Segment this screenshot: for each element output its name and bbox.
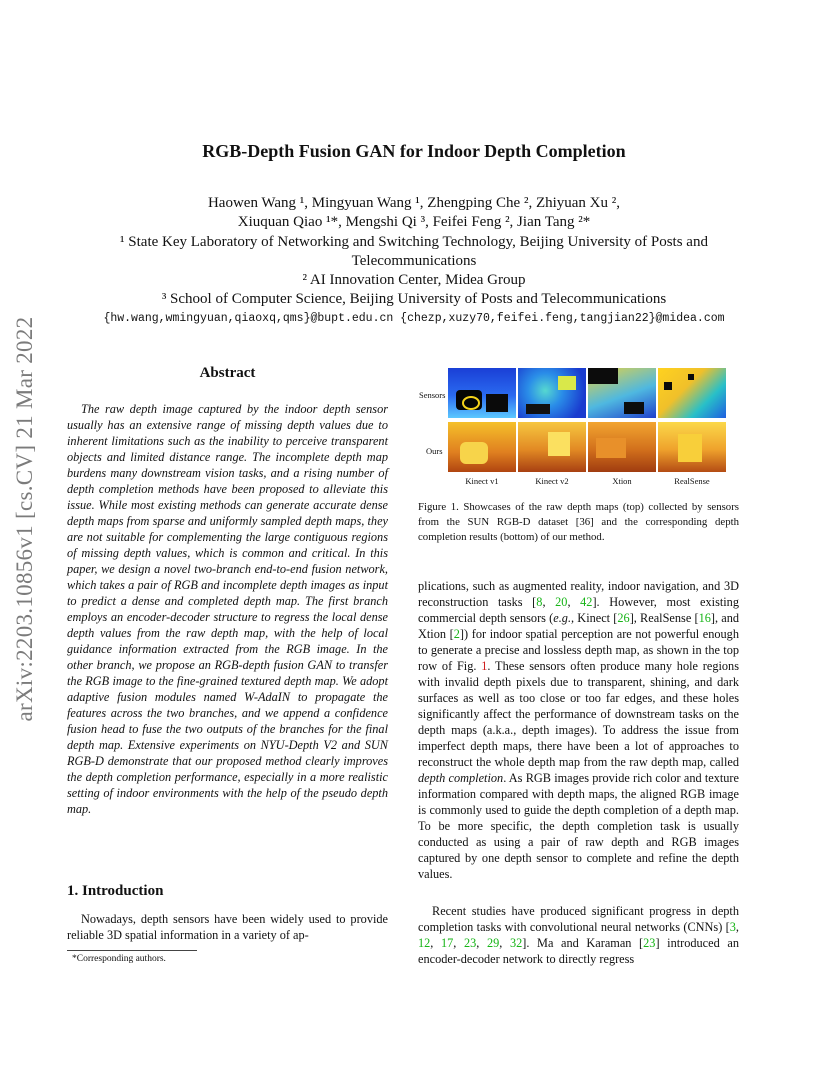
- abstract-heading: Abstract: [199, 365, 256, 381]
- figure-1-ref[interactable]: 1: [481, 659, 488, 673]
- citation-12[interactable]: 12: [418, 936, 431, 950]
- citation-32[interactable]: 32: [509, 936, 523, 950]
- affiliation-3: ³ School of Computer Science, Beijing University of Posts and Telecommunications: [161, 291, 667, 307]
- completed-depth-xtion: [588, 422, 656, 472]
- column-label-realsense: RealSense: [674, 476, 710, 486]
- introduction-paragraph-2: Recent studies have produced significant progress in depth completion tasks with convolutional neural networks (CNNs) [3, 12, 17, 23, 29, 32]. Ma and Karaman [23] introduced an encoder-decoder network to directly regress: [418, 904, 739, 966]
- citation-16[interactable]: 16: [698, 611, 711, 625]
- author-emails: {hw.wang,wmingyuan,qiaoxq,qms}@bupt.edu.cn {chezp,xuzy70,feifei.feng,tangjian22}@midea.com: [103, 312, 725, 325]
- figure-1: [418, 366, 740, 486]
- citation-29[interactable]: 29: [486, 936, 500, 950]
- citation-23[interactable]: 23: [463, 936, 477, 950]
- column-label-kinect-v1: Kinect v1: [465, 476, 499, 486]
- arxiv-stamp: arXiv:2203.10856v1 [cs.CV] 21 Mar 2022: [12, 316, 37, 722]
- completed-depth-realsense: [658, 422, 726, 472]
- citation-2[interactable]: 2: [453, 627, 460, 641]
- figure-1-caption: Figure 1. Showcases of the raw depth maps (top) collected by sensors from the SUN RGB-D dataset [36] and the corresponding depth completion results (bottom) of our method.: [418, 501, 739, 543]
- affiliation-1-line-1: ¹ State Key Laboratory of Networking and Switching Technology, Beijing University of Posts and: [120, 234, 708, 250]
- row-label-ours: Ours: [426, 446, 443, 456]
- citation-20[interactable]: 20: [555, 595, 568, 609]
- citation-42[interactable]: 42: [580, 595, 593, 609]
- sensor-depth-kinect-v1: [448, 368, 516, 418]
- citation-23-b[interactable]: 23: [643, 936, 656, 950]
- authors-line-2: Xiuquan Qiao ¹*, Mengshi Qi ³, Feifei Feng ², Jian Tang ²*: [237, 214, 591, 230]
- footnote-rule: [67, 950, 197, 951]
- abstract-text: The raw depth image captured by the indoor depth sensor usually has an extensive range of missing depth values due to inherent limitations such as the inability to perceive transparent objects and limited distance range. The incomplete depth map burdens many downstream vision tasks, and a rising number of depth completion methods have been proposed to alleviate this issue. While most existing methods can generate accurate dense depth maps from sparse and uniformly sampled depth maps, they are not suitable for complementing the large contiguous regions of missing depth values, which is common and critical. In this paper, we design a novel two-branch end-to-end fusion network, which takes a pair of RGB and incomplete depth images as input to predict a dense and completed depth map. The first branch employs an encoder-decoder structure to regress the local dense depth values from the raw depth map, with the help of local guidance information extracted from the RGB image. In the other branch, we propose an RGB-depth fusion GAN to transfer the RGB image to the fine-grained textured depth map. We adopt adaptive fusion modules named W-AdaIN to propagate the features across the two branches, and we append a confidence fusion head to fuse the two outputs of the branches for the final depth map. Extensive experiments on NYU-Depth V2 and SUN RGB-D demonstrate that our proposed method clearly improves the depth completion performance, especially in a more realistic setting of indoor environments with the help of the pseudo depth map.: [67, 402, 388, 816]
- authors-line-1: Haowen Wang ¹, Mingyuan Wang ¹, Zhengping Che ², Zhiyuan Xu ²,: [207, 195, 621, 211]
- footnote: *Corresponding authors.: [72, 954, 166, 964]
- introduction-heading: 1. Introduction: [67, 883, 164, 899]
- sensor-depth-xtion: [588, 368, 656, 418]
- citation-17[interactable]: 17: [440, 936, 454, 950]
- introduction-paragraph: Nowadays, depth sensors have been widely used to provide reliable 3D spatial information in a variety of ap-: [67, 912, 388, 942]
- paper-title: RGB-Depth Fusion GAN for Indoor Depth Completion: [202, 141, 626, 161]
- sensor-depth-kinect-v2: [518, 368, 586, 418]
- column-label-kinect-v2: Kinect v2: [535, 476, 569, 486]
- affiliation-1-line-2: Telecommunications: [351, 253, 477, 269]
- completed-depth-kinect-v1: [448, 422, 516, 472]
- row-label-sensors: Sensors: [419, 390, 446, 400]
- sensor-depth-realsense: [658, 368, 726, 418]
- completed-depth-kinect-v2: [518, 422, 586, 472]
- citation-3[interactable]: 3: [729, 920, 736, 934]
- introduction-continued-paragraph: plications, such as augmented reality, indoor navigation, and 3D reconstruction tasks [8, 20, 42]. However, most existing commercial depth sensors (e.g., Kinect [26], RealSense [16], and Xtion [2]) for indoor spatial perception are not powerful enough to generate a precise and lossless depth map, as shown in the top row of Fig. 1. These sensors often produce many hole regions with invalid depth pixels due to transparent, shining, and dark surfaces as well as too close or too far edges, and these holes significantly affect the performance of downstream tasks on the depth maps (a.k.a., depth images). To address the issue from imperfect depth maps, there have been a lot of approaches to reconstruct the whole depth map from the raw depth map, called depth completion. As RGB images provide rich color and texture information compared with depth maps, the aligned RGB image is commonly used to guide the depth completion of a depth map. To be more specific, the depth completion task is usually conducted as using a pair of raw depth and RGB images captured by one depth sensor to complete and refine the depth values.: [418, 579, 739, 881]
- citation-26[interactable]: 26: [617, 611, 630, 625]
- column-label-xtion: Xtion: [612, 476, 632, 486]
- affiliation-2: ² AI Innovation Center, Midea Group: [302, 272, 526, 288]
- citation-8[interactable]: 8: [536, 595, 543, 609]
